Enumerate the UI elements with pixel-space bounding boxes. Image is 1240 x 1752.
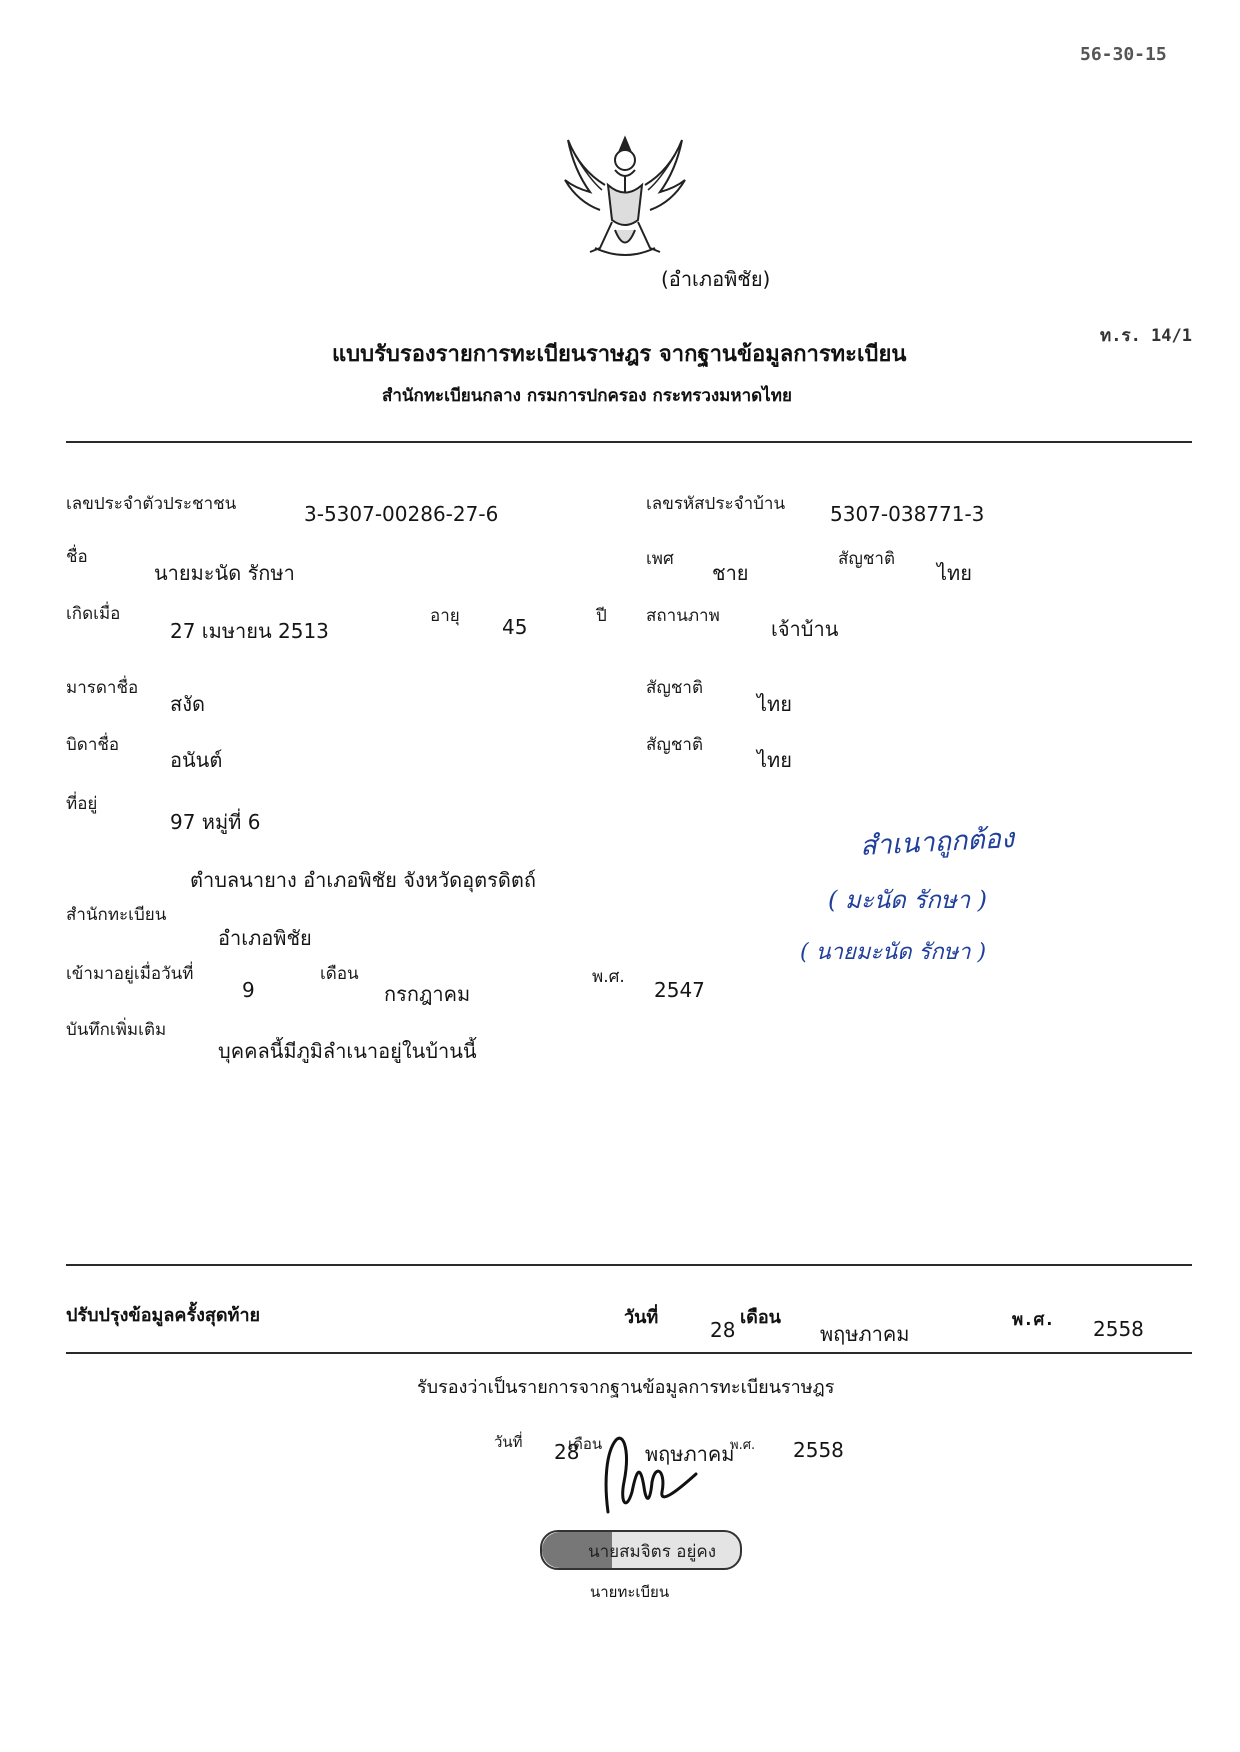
- updated-year: 2558: [1093, 1317, 1144, 1341]
- mother-nationality-label: สัญชาติ: [646, 678, 703, 698]
- sex-label: เพศ: [646, 549, 674, 569]
- father-nationality-value: ไทย: [757, 748, 792, 772]
- age-label: อายุ: [430, 606, 460, 626]
- address-line1: 97 หมู่ที่ 6: [170, 810, 261, 834]
- mother-label: มารดาชื่อ: [66, 678, 139, 698]
- nationality-value: ไทย: [937, 561, 972, 585]
- notes-label: บันทึกเพิ่มเติม: [66, 1020, 167, 1040]
- divider-footer-bottom: [66, 1352, 1192, 1354]
- sign-month: พฤษภาคม: [645, 1442, 735, 1466]
- page-subtitle: สำนักทะเบียนกลาง กรมการปกครอง กระทรวงมหาดไทย: [382, 386, 792, 406]
- registrar-title: นายทะเบียน: [590, 1583, 670, 1601]
- father-nationality-label: สัญชาติ: [646, 735, 703, 755]
- born-value: 27 เมษายน 2513: [170, 619, 329, 643]
- garuda-emblem-icon: [560, 130, 690, 265]
- sign-month-label: เดือน: [568, 1435, 603, 1453]
- house-code-value: 5307-038771-3: [830, 502, 985, 526]
- updated-be-label: พ.ศ.: [1012, 1310, 1055, 1330]
- updated-month: พฤษภาคม: [820, 1322, 910, 1346]
- born-label: เกิดเมื่อ: [66, 604, 121, 624]
- notes-value: บุคคลนี้มีภูมิลำเนาอยู่ในบ้านนี้: [218, 1039, 477, 1063]
- handwritten-certified-copy: สำเนาถูกต้อง: [859, 822, 1015, 863]
- registrar-stamp-name: นายสมจิตร อยู่คง: [588, 1542, 717, 1562]
- updated-day: 28: [710, 1318, 736, 1342]
- age-value: 45: [502, 615, 528, 639]
- father-label: บิดาชื่อ: [66, 735, 120, 755]
- form-code: ท.ร. 14/1: [1100, 326, 1192, 346]
- registrar-signature-icon: [596, 1432, 706, 1522]
- moved-in-day: 9: [242, 978, 255, 1002]
- mother-nationality-value: ไทย: [757, 692, 792, 716]
- year-unit-label: ปี: [596, 606, 607, 626]
- mother-value: สงัด: [170, 692, 205, 716]
- last-updated-label: ปรับปรุงข้อมูลครั้งสุดท้าย: [66, 1305, 261, 1326]
- sex-value: ชาย: [712, 561, 749, 585]
- handwritten-signature-short: ( มะนัด รักษา ): [828, 886, 988, 914]
- divider-footer-top: [66, 1264, 1192, 1266]
- name-value: นายมะนัด รักษา: [154, 561, 295, 585]
- document-code: 56-30-15: [1080, 44, 1167, 65]
- citizen-id-label: เลขประจำตัวประชาชน: [66, 494, 237, 514]
- father-value: อนันต์: [170, 748, 223, 772]
- status-value: เจ้าบ้าน: [771, 617, 839, 641]
- sign-day: 28: [554, 1440, 580, 1464]
- moved-in-label: เข้ามาอยู่เมื่อวันที่: [66, 964, 194, 984]
- moved-in-year: 2547: [654, 978, 705, 1002]
- house-code-label: เลขรหัสประจำบ้าน: [646, 494, 786, 514]
- registry-office-label: สำนักทะเบียน: [66, 905, 167, 925]
- divider-top: [66, 441, 1192, 443]
- registry-office-value: อำเภอพิชัย: [218, 926, 312, 950]
- nationality-label: สัญชาติ: [838, 549, 895, 569]
- address-line2: ตำบลนายาง อำเภอพิชัย จังหวัดอุตรดิตถ์: [190, 868, 536, 892]
- sign-day-label: วันที่: [494, 1433, 523, 1451]
- handwritten-full-name: ( นายมะนัด รักษา ): [800, 940, 987, 965]
- status-label: สถานภาพ: [646, 606, 720, 626]
- address-label: ที่อยู่: [66, 794, 98, 814]
- page-title: แบบรับรองรายการทะเบียนราษฎร จากฐานข้อมูลการทะเบียน: [332, 342, 907, 367]
- moved-in-be-label: พ.ศ.: [592, 967, 625, 987]
- registrar-name-stamp: [540, 1530, 742, 1570]
- updated-day-label: วันที่: [624, 1307, 659, 1328]
- name-label: ชื่อ: [66, 547, 88, 567]
- moved-in-month: กรกฎาคม: [384, 982, 471, 1006]
- certification-text: รับรองว่าเป็นรายการจากฐานข้อมูลการทะเบียนราษฎร: [417, 1377, 835, 1398]
- office-caption: (อำเภอพิชัย): [661, 267, 771, 291]
- moved-in-month-label: เดือน: [320, 964, 359, 984]
- sign-year: 2558: [793, 1438, 844, 1462]
- updated-month-label: เดือน: [740, 1307, 781, 1328]
- sign-be-label: พ.ศ.: [730, 1438, 756, 1453]
- citizen-id-value: 3-5307-00286-27-6: [304, 502, 499, 526]
